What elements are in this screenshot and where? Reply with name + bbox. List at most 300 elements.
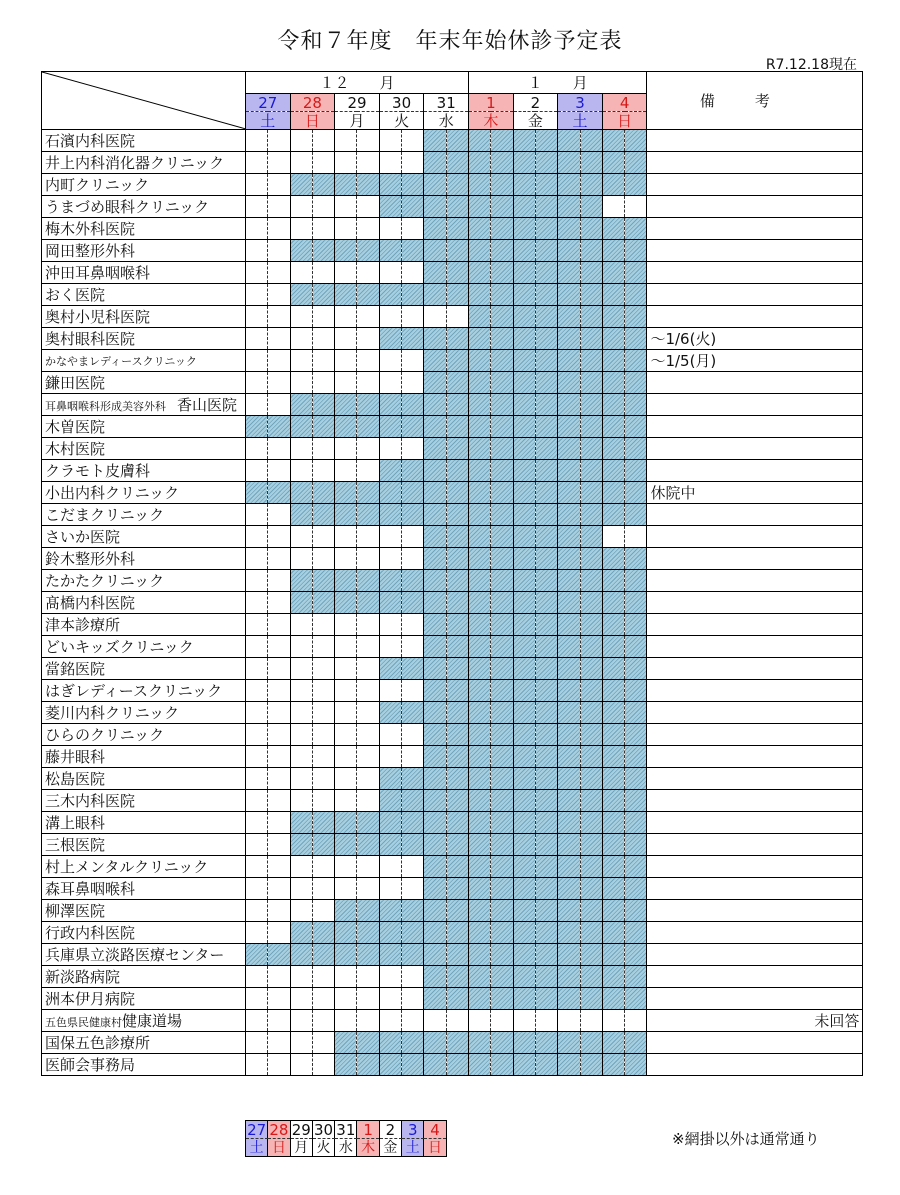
- closed-cell: [602, 218, 624, 240]
- closed-cell: [580, 284, 602, 306]
- closed-cell: [513, 350, 535, 372]
- open-cell: [290, 548, 312, 570]
- closed-cell: [469, 548, 491, 570]
- closed-cell: [513, 526, 535, 548]
- clinic-name: 行政内科医院: [42, 922, 246, 944]
- closed-cell: [513, 878, 535, 900]
- closed-cell: [625, 328, 647, 350]
- closed-cell: [602, 504, 624, 526]
- closed-cell: [625, 636, 647, 658]
- clinic-name: 井上内科消化器クリニック: [42, 152, 246, 174]
- clinic-note: [647, 856, 863, 878]
- closed-cell: [513, 328, 535, 350]
- closed-cell: [535, 1032, 557, 1054]
- closed-cell: [491, 966, 513, 988]
- closed-cell: [424, 438, 446, 460]
- closed-cell: [469, 152, 491, 174]
- clinic-name: 内町クリニック: [42, 174, 246, 196]
- clinic-note: [647, 834, 863, 856]
- open-cell: [357, 614, 379, 636]
- open-cell: [491, 1010, 513, 1032]
- closed-cell: [491, 900, 513, 922]
- closed-cell: [469, 570, 491, 592]
- open-cell: [246, 1032, 268, 1054]
- open-cell: [424, 306, 446, 328]
- closed-cell: [402, 900, 424, 922]
- closed-cell: [491, 878, 513, 900]
- closed-cell: [602, 966, 624, 988]
- closed-cell: [446, 636, 468, 658]
- closed-cell: [446, 350, 468, 372]
- closed-cell: [602, 570, 624, 592]
- open-cell: [602, 1010, 624, 1032]
- open-cell: [268, 438, 290, 460]
- closed-cell: [491, 548, 513, 570]
- open-cell: [357, 724, 379, 746]
- open-cell: [268, 570, 290, 592]
- open-cell: [246, 372, 268, 394]
- closed-cell: [446, 130, 468, 152]
- closed-cell: [491, 790, 513, 812]
- open-cell: [312, 636, 334, 658]
- closed-cell: [535, 328, 557, 350]
- closed-cell: [335, 1054, 357, 1076]
- closed-cell: [558, 526, 580, 548]
- day-number: 30: [379, 94, 424, 112]
- closed-cell: [357, 482, 379, 504]
- open-cell: [312, 1032, 334, 1054]
- open-cell: [246, 350, 268, 372]
- closed-cell: [469, 658, 491, 680]
- open-cell: [625, 526, 647, 548]
- open-cell: [246, 1054, 268, 1076]
- closed-cell: [379, 240, 401, 262]
- open-cell: [379, 130, 401, 152]
- closed-cell: [602, 878, 624, 900]
- open-cell: [312, 196, 334, 218]
- clinic-name: ひらのクリニック: [42, 724, 246, 746]
- clinic-name: たかたクリニック: [42, 570, 246, 592]
- closed-cell: [580, 548, 602, 570]
- closed-cell: [379, 196, 401, 218]
- open-cell: [290, 328, 312, 350]
- closed-cell: [335, 592, 357, 614]
- clinic-note: [647, 372, 863, 394]
- open-cell: [402, 438, 424, 460]
- open-cell: [268, 724, 290, 746]
- month-december: １２ 月: [246, 72, 469, 94]
- clinic-name: うまづめ眼科クリニック: [42, 196, 246, 218]
- closed-cell: [535, 240, 557, 262]
- closed-cell: [491, 328, 513, 350]
- open-cell: [379, 636, 401, 658]
- open-cell: [290, 856, 312, 878]
- closed-cell: [491, 350, 513, 372]
- clinic-name: 當銘医院: [42, 658, 246, 680]
- open-cell: [402, 636, 424, 658]
- closed-cell: [580, 680, 602, 702]
- closed-cell: [469, 680, 491, 702]
- closed-cell: [402, 812, 424, 834]
- open-cell: [335, 350, 357, 372]
- clinic-row: [42, 812, 863, 834]
- closed-cell: [446, 570, 468, 592]
- closed-cell: [491, 482, 513, 504]
- closed-cell: [379, 658, 401, 680]
- closed-cell: [424, 350, 446, 372]
- open-cell: [335, 790, 357, 812]
- closed-cell: [602, 1054, 624, 1076]
- closed-cell: [535, 482, 557, 504]
- closed-cell: [402, 790, 424, 812]
- clinic-note: [647, 152, 863, 174]
- closed-cell: [625, 680, 647, 702]
- closed-cell: [446, 240, 468, 262]
- open-cell: [402, 152, 424, 174]
- closed-cell: [625, 130, 647, 152]
- closed-cell: [491, 768, 513, 790]
- closed-cell: [379, 394, 401, 416]
- closed-cell: [290, 416, 312, 438]
- closed-cell: [469, 614, 491, 636]
- closed-cell: [580, 130, 602, 152]
- month-january: １ 月: [469, 72, 647, 94]
- closed-cell: [491, 306, 513, 328]
- open-cell: [335, 702, 357, 724]
- clinic-row: [42, 460, 863, 482]
- open-cell: [402, 262, 424, 284]
- closed-cell: [580, 526, 602, 548]
- day-number: 1: [469, 94, 514, 112]
- clinic-note: [647, 592, 863, 614]
- open-cell: [312, 460, 334, 482]
- closed-cell: [558, 460, 580, 482]
- closed-cell: [580, 922, 602, 944]
- open-cell: [246, 812, 268, 834]
- open-cell: [290, 724, 312, 746]
- open-cell: [335, 658, 357, 680]
- open-cell: [335, 262, 357, 284]
- closed-cell: [558, 812, 580, 834]
- clinic-name: 鎌田医院: [42, 372, 246, 394]
- open-cell: [402, 130, 424, 152]
- open-cell: [335, 768, 357, 790]
- open-cell: [268, 350, 290, 372]
- footer-day-number: 29: [291, 1120, 311, 1139]
- closed-cell: [513, 174, 535, 196]
- closed-cell: [469, 196, 491, 218]
- closed-cell: [491, 1032, 513, 1054]
- closed-cell: [446, 702, 468, 724]
- closed-cell: [535, 1054, 557, 1076]
- closed-cell: [357, 284, 379, 306]
- clinic-note: [647, 504, 863, 526]
- closed-cell: [424, 372, 446, 394]
- closed-cell: [602, 636, 624, 658]
- closed-cell: [558, 350, 580, 372]
- clinic-note: [647, 900, 863, 922]
- closed-cell: [402, 1032, 424, 1054]
- closed-cell: [558, 218, 580, 240]
- open-cell: [402, 724, 424, 746]
- closed-cell: [491, 988, 513, 1010]
- open-cell: [402, 988, 424, 1010]
- closed-cell: [491, 240, 513, 262]
- closed-cell: [446, 614, 468, 636]
- closed-cell: [625, 702, 647, 724]
- closed-cell: [580, 372, 602, 394]
- closed-cell: [290, 834, 312, 856]
- clinic-row: [42, 636, 863, 658]
- open-cell: [357, 768, 379, 790]
- clinic-name: 医師会事務局: [42, 1054, 246, 1076]
- clinic-row: [42, 790, 863, 812]
- closed-cell: [513, 834, 535, 856]
- clinic-note: [647, 394, 863, 416]
- open-cell: [268, 526, 290, 548]
- open-cell: [379, 152, 401, 174]
- closed-cell: [312, 570, 334, 592]
- closed-cell: [535, 130, 557, 152]
- closed-cell: [491, 196, 513, 218]
- open-cell: [357, 966, 379, 988]
- open-cell: [268, 218, 290, 240]
- closed-cell: [558, 680, 580, 702]
- closed-cell: [379, 944, 401, 966]
- closed-cell: [625, 152, 647, 174]
- closed-cell: [535, 196, 557, 218]
- open-cell: [357, 548, 379, 570]
- closed-cell: [558, 306, 580, 328]
- closed-cell: [580, 262, 602, 284]
- closed-cell: [424, 988, 446, 1010]
- open-cell: [335, 614, 357, 636]
- closed-cell: [535, 570, 557, 592]
- open-cell: [312, 372, 334, 394]
- closed-cell: [513, 372, 535, 394]
- open-cell: [290, 702, 312, 724]
- clinic-row: [42, 416, 863, 438]
- open-cell: [335, 306, 357, 328]
- closed-cell: [424, 790, 446, 812]
- clinic-name: 国保五色診療所: [42, 1032, 246, 1054]
- closed-cell: [446, 856, 468, 878]
- open-cell: [312, 350, 334, 372]
- closed-cell: [491, 856, 513, 878]
- closed-cell: [469, 416, 491, 438]
- clinic-row: [42, 614, 863, 636]
- closed-cell: [469, 394, 491, 416]
- closed-cell: [513, 636, 535, 658]
- open-cell: [535, 1010, 557, 1032]
- closed-cell: [446, 284, 468, 306]
- closed-cell: [335, 394, 357, 416]
- closed-cell: [357, 944, 379, 966]
- open-cell: [268, 1032, 290, 1054]
- clinic-row: [42, 306, 863, 328]
- closed-cell: [513, 944, 535, 966]
- open-cell: [268, 746, 290, 768]
- open-cell: [246, 988, 268, 1010]
- open-cell: [335, 152, 357, 174]
- closed-cell: [290, 240, 312, 262]
- closed-cell: [558, 614, 580, 636]
- closed-cell: [558, 636, 580, 658]
- open-cell: [402, 966, 424, 988]
- clinic-row: [42, 438, 863, 460]
- open-cell: [268, 812, 290, 834]
- open-cell: [312, 548, 334, 570]
- closed-cell: [402, 394, 424, 416]
- closed-cell: [379, 1032, 401, 1054]
- clinic-note: [647, 548, 863, 570]
- closed-cell: [424, 460, 446, 482]
- open-cell: [290, 196, 312, 218]
- closed-cell: [290, 922, 312, 944]
- closed-cell: [446, 372, 468, 394]
- clinic-note: [647, 746, 863, 768]
- closed-cell: [558, 592, 580, 614]
- open-cell: [246, 460, 268, 482]
- corner-diagonal-cell: [42, 72, 246, 130]
- open-cell: [268, 174, 290, 196]
- footer-day-number: 31: [336, 1120, 356, 1139]
- open-cell: [290, 130, 312, 152]
- open-cell: [268, 680, 290, 702]
- closed-cell: [379, 812, 401, 834]
- closed-cell: [446, 878, 468, 900]
- clinic-name: 木村医院: [42, 438, 246, 460]
- clinic-name: 津本診療所: [42, 614, 246, 636]
- open-cell: [312, 262, 334, 284]
- open-cell: [335, 196, 357, 218]
- open-cell: [246, 746, 268, 768]
- closed-cell: [469, 1032, 491, 1054]
- open-cell: [513, 1010, 535, 1032]
- closed-cell: [625, 768, 647, 790]
- closed-cell: [491, 724, 513, 746]
- open-cell: [290, 460, 312, 482]
- closed-cell: [558, 988, 580, 1010]
- closed-cell: [580, 570, 602, 592]
- open-cell: [290, 152, 312, 174]
- open-cell: [268, 900, 290, 922]
- closed-cell: [513, 768, 535, 790]
- closed-cell: [446, 548, 468, 570]
- clinic-name: かなやまレディースクリニック: [42, 350, 246, 372]
- closed-cell: [402, 768, 424, 790]
- open-cell: [268, 592, 290, 614]
- open-cell: [246, 1010, 268, 1032]
- open-cell: [357, 328, 379, 350]
- closed-cell: [446, 416, 468, 438]
- open-cell: [602, 526, 624, 548]
- clinic-note: 休院中: [647, 482, 863, 504]
- clinic-name: 菱川内科クリニック: [42, 702, 246, 724]
- open-cell: [268, 504, 290, 526]
- footer-day-weekday: 木: [357, 1139, 379, 1157]
- open-cell: [268, 614, 290, 636]
- clinic-note: [647, 460, 863, 482]
- closed-cell: [513, 394, 535, 416]
- open-cell: [402, 372, 424, 394]
- open-cell: [335, 526, 357, 548]
- open-cell: [312, 218, 334, 240]
- open-cell: [290, 1054, 312, 1076]
- closed-cell: [446, 790, 468, 812]
- open-cell: [379, 746, 401, 768]
- closed-cell: [312, 240, 334, 262]
- closed-cell: [535, 174, 557, 196]
- closed-cell: [290, 174, 312, 196]
- closed-cell: [558, 834, 580, 856]
- closed-cell: [558, 174, 580, 196]
- closed-cell: [290, 570, 312, 592]
- clinic-row: [42, 878, 863, 900]
- day-number: 31: [424, 94, 469, 112]
- open-cell: [268, 658, 290, 680]
- clinic-note: [647, 570, 863, 592]
- closed-cell: [558, 790, 580, 812]
- clinic-note: [647, 174, 863, 196]
- closed-cell: [558, 438, 580, 460]
- closed-cell: [290, 394, 312, 416]
- day-number: 4: [602, 94, 647, 112]
- open-cell: [402, 306, 424, 328]
- closed-cell: [625, 1054, 647, 1076]
- closed-cell: [625, 416, 647, 438]
- closed-cell: [535, 394, 557, 416]
- closed-cell: [513, 570, 535, 592]
- closed-cell: [580, 416, 602, 438]
- closed-cell: [290, 592, 312, 614]
- open-cell: [268, 988, 290, 1010]
- closed-cell: [379, 592, 401, 614]
- clinic-name: 森耳鼻咽喉科: [42, 878, 246, 900]
- footer-day-weekday: 土: [246, 1139, 268, 1157]
- closed-cell: [625, 878, 647, 900]
- closed-cell: [402, 328, 424, 350]
- open-cell: [246, 878, 268, 900]
- open-cell: [312, 614, 334, 636]
- closed-cell: [424, 328, 446, 350]
- closed-cell: [602, 460, 624, 482]
- closed-cell: [625, 284, 647, 306]
- open-cell: [402, 878, 424, 900]
- footer-day-header: [245, 1120, 447, 1157]
- clinic-row: [42, 284, 863, 306]
- closed-cell: [446, 504, 468, 526]
- closed-cell: [625, 394, 647, 416]
- closed-cell: [625, 658, 647, 680]
- closed-cell: [602, 724, 624, 746]
- closed-cell: [625, 460, 647, 482]
- footer-day-number: 4: [424, 1121, 446, 1139]
- open-cell: [268, 768, 290, 790]
- closed-cell: [535, 504, 557, 526]
- closed-cell: [312, 592, 334, 614]
- closed-cell: [602, 834, 624, 856]
- closed-cell: [535, 724, 557, 746]
- closed-cell: [469, 812, 491, 834]
- closed-cell: [602, 658, 624, 680]
- clinic-name: 溝上眼科: [42, 812, 246, 834]
- closed-cell: [513, 746, 535, 768]
- clinic-row: [42, 526, 863, 548]
- clinic-row: [42, 834, 863, 856]
- closed-cell: [491, 944, 513, 966]
- open-cell: [246, 174, 268, 196]
